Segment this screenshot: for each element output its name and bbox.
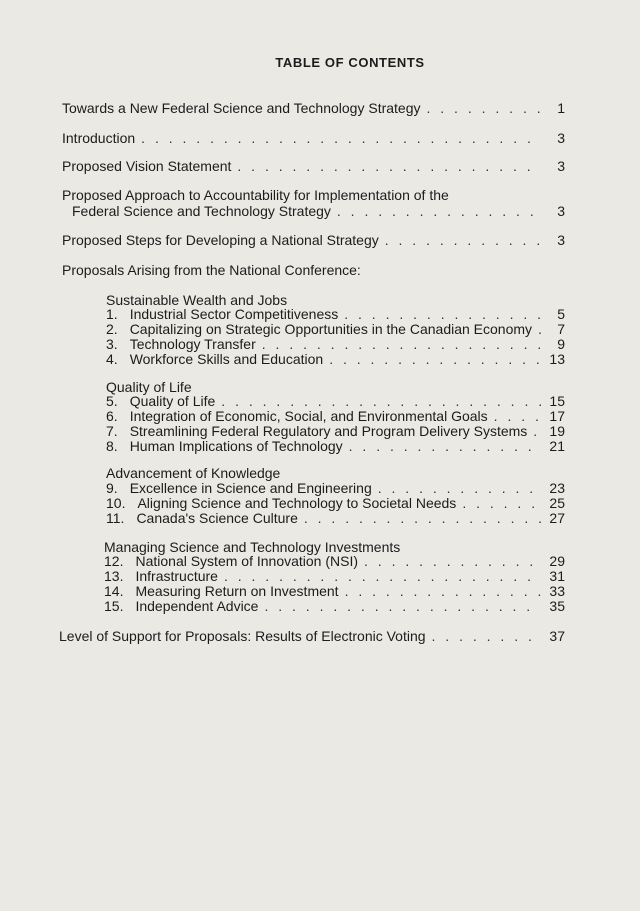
item-label: Infrastructure (135, 568, 218, 584)
entry-label: Towards a New Federal Science and Technology Strategy (62, 100, 421, 116)
toc-item (106, 438, 565, 455)
item-label: Technology Transfer (129, 336, 256, 352)
item-number: 4. (106, 351, 118, 367)
entry-label: Proposed Steps for Developing a National Strategy (62, 232, 379, 248)
leader-dots (432, 628, 541, 645)
proposals-heading: Proposals Arising from the National Conference: (62, 262, 361, 278)
item-number: 13. (104, 568, 124, 584)
section-heading: Advancement of Knowledge (106, 465, 281, 481)
page-number: 3 (557, 203, 565, 219)
item-label: Independent Advice (135, 598, 259, 614)
item-number: 3. (106, 336, 118, 352)
toc-entry (62, 232, 565, 249)
item-label: Measuring Return on Investment (135, 583, 339, 599)
item-number: 1. (106, 306, 118, 322)
item-number: 12. (104, 553, 124, 569)
leader-dots (304, 510, 541, 527)
entry-label-line1: Proposed Approach to Accountability for Implementation of the (62, 187, 449, 203)
page-number: 19 (549, 423, 565, 439)
item-label: Quality of Life (129, 393, 216, 409)
item-number: 5. (106, 393, 118, 409)
item-label: Capitalizing on Strategic Opportunities in the Canadian Economy (129, 321, 533, 337)
item-label: Streamlining Federal Regulatory and Program Delivery Systems (129, 423, 528, 439)
item-label: National System of Innovation (NSI) (135, 553, 359, 569)
leader-dots (329, 351, 541, 368)
item-number: 11. (106, 510, 125, 526)
page-number: 15 (549, 393, 565, 409)
item-number: 10. (106, 495, 126, 511)
page-number: 25 (549, 495, 565, 511)
page-number: 21 (549, 438, 565, 454)
section-heading: Quality of Life (106, 379, 192, 395)
page-number: 9 (557, 336, 565, 352)
item-number: 6. (106, 408, 118, 424)
page-number: 7 (557, 321, 565, 337)
page-number: 35 (549, 598, 565, 614)
leader-dots (337, 203, 541, 220)
item-label: Integration of Economic, Social, and Environmental Goals (129, 408, 488, 424)
entry-label-line2: Federal Science and Technology Strategy (72, 203, 331, 219)
entry-label: Introduction (62, 130, 136, 146)
page-number: 17 (549, 408, 565, 424)
item-label: Human Implications of Technology (129, 438, 343, 454)
section-heading: Sustainable Wealth and Jobs (106, 292, 288, 308)
page-number: 3 (557, 158, 565, 174)
page-number: 31 (549, 568, 565, 584)
toc-title: TABLE OF CONTENTS (275, 55, 425, 70)
toc-item (104, 598, 565, 615)
page-number: 1 (557, 100, 565, 116)
item-number: 14. (104, 583, 124, 599)
leader-dots (141, 130, 541, 147)
leader-dots (349, 438, 541, 455)
item-number: 2. (106, 321, 118, 337)
page-number: 3 (557, 232, 565, 248)
page-number: 13 (549, 351, 565, 367)
page-number: 37 (549, 628, 565, 644)
item-label: Industrial Sector Competitiveness (129, 306, 339, 322)
leader-dots (427, 100, 542, 117)
item-label: Canada's Science Culture (136, 510, 298, 526)
page-number: 33 (549, 583, 565, 599)
entry-label: Level of Support for Proposals: Results of Electronic Voting (59, 628, 426, 644)
toc-entry (62, 130, 565, 147)
toc-entry (62, 100, 565, 117)
item-label: Aligning Science and Technology to Societal Needs (137, 495, 457, 511)
leader-dots (237, 158, 541, 175)
page-number: 29 (549, 553, 565, 569)
item-number: 7. (106, 423, 118, 439)
toc-entry (59, 628, 565, 645)
leader-dots (385, 232, 541, 249)
toc-entry (62, 158, 565, 175)
item-label: Excellence in Science and Engineering (129, 480, 372, 496)
item-number: 15. (104, 598, 124, 614)
item-number: 8. (106, 438, 118, 454)
section-heading: Managing Science and Technology Investments (104, 539, 401, 555)
toc-item (106, 510, 565, 527)
toc-entry (72, 203, 565, 220)
entry-label: Proposed Vision Statement (62, 158, 232, 174)
toc-item (106, 351, 565, 368)
page-number: 23 (549, 480, 565, 496)
item-label: Workforce Skills and Education (129, 351, 324, 367)
leader-dots (264, 598, 541, 615)
page-number: 5 (557, 306, 565, 322)
page-number: 3 (557, 130, 565, 146)
item-number: 9. (106, 480, 118, 496)
page-number: 27 (549, 510, 565, 526)
